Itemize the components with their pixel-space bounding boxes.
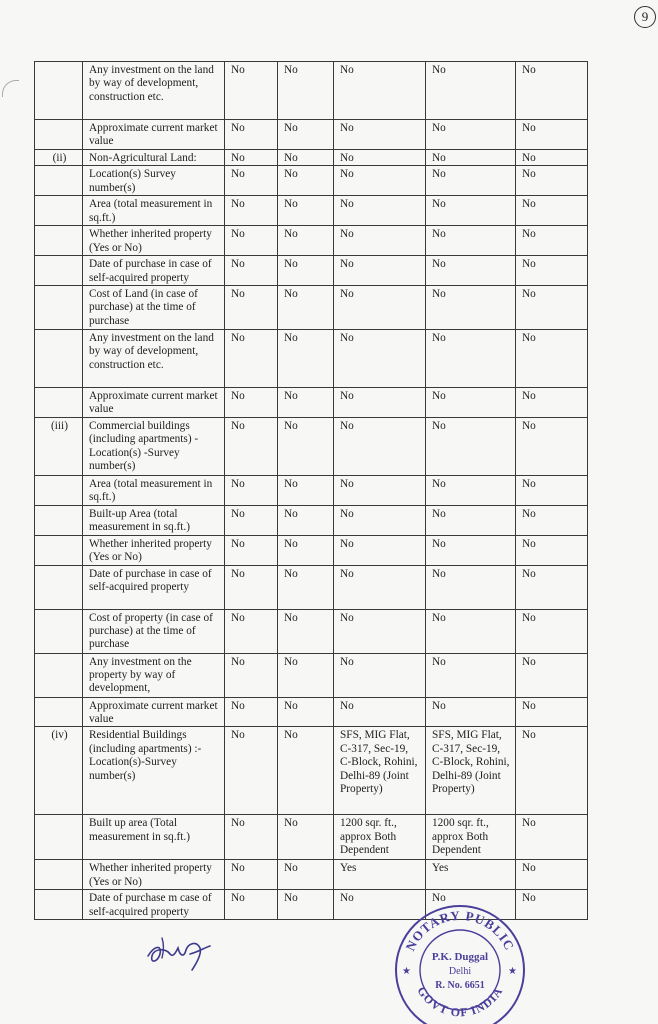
item-label: Any investment on the land by way of development, construction etc. [83,62,225,120]
value-cell: No [426,196,516,226]
value-cell: No [334,62,426,120]
item-number: (iii) [35,418,83,476]
item-number [35,860,83,890]
item-label: Whether inherited property (Yes or No) [83,860,225,890]
value-cell: No [225,286,278,330]
value-cell: No [278,120,334,150]
item-number [35,697,83,727]
table-row [35,727,588,815]
value-cell: No [426,226,516,256]
table-row [35,609,588,653]
value-cell: No [334,476,426,506]
value-cell: No [278,653,334,697]
value-cell: No [225,609,278,653]
table-row [35,418,588,476]
item-label: Whether inherited property (Yes or No) [83,226,225,256]
value-cell: No [426,653,516,697]
table-row [35,62,588,120]
value-cell: No [516,62,588,120]
value-cell: No [278,727,334,815]
table-row [35,150,588,166]
value-cell: No [516,815,588,860]
item-label: Non-Agricultural Land: [83,150,225,166]
value-cell: No [225,62,278,120]
value-cell: No [516,890,588,920]
value-cell: No [516,505,588,535]
value-cell: SFS, MIG Flat, C-317, Sec-19, C-Block, Rohini, Delhi-89 (Joint Property) [426,727,516,815]
value-cell: No [278,697,334,727]
value-cell: No [278,535,334,565]
value-cell: No [334,697,426,727]
table-row [35,196,588,226]
value-cell: No [516,330,588,388]
value-cell: No [426,890,516,920]
value-cell: No [516,388,588,418]
corner-fold-mark [2,80,19,97]
value-cell: No [426,505,516,535]
value-cell: No [426,150,516,166]
value-cell: No [426,418,516,476]
value-cell: No [278,166,334,196]
stamp-star-right: ★ [508,966,517,977]
value-cell: No [334,418,426,476]
value-cell: No [516,150,588,166]
value-cell: No [516,418,588,476]
value-cell: No [334,609,426,653]
item-label: Date of purchase m case of self-acquired property [83,890,225,920]
value-cell: 1200 sqr. ft., approx Both Dependent [426,815,516,860]
value-cell: SFS, MIG Flat, C-317, Sec-19, C-Block, Rohini, Delhi-89 (Joint Property) [334,727,426,815]
value-cell: No [334,150,426,166]
table-row [35,166,588,196]
value-cell: No [278,62,334,120]
value-cell: No [225,330,278,388]
table-row [35,256,588,286]
value-cell: No [225,565,278,609]
item-number [35,535,83,565]
value-cell: No [225,476,278,506]
table-row [35,565,588,609]
table-row [35,653,588,697]
value-cell: No [225,150,278,166]
value-cell: No [426,330,516,388]
item-label: Commercial buildings (including apartments) - Location(s) -Survey number(s) [83,418,225,476]
notary-stamp [388,900,528,1024]
value-cell: No [278,418,334,476]
value-cell: No [334,535,426,565]
asset-declaration-table [34,61,588,920]
value-cell: No [225,815,278,860]
item-number [35,890,83,920]
value-cell: No [516,535,588,565]
item-label: Date of purchase in case of self-acquired property [83,565,225,609]
value-cell: No [426,62,516,120]
item-label: Whether inherited property (Yes or No) [83,535,225,565]
item-label: Approximate current market value [83,388,225,418]
value-cell: No [516,256,588,286]
item-label: Date of purchase in case of self-acquired property [83,256,225,286]
value-cell: No [426,286,516,330]
item-label: Any investment on the property by way of development, [83,653,225,697]
value-cell: No [278,388,334,418]
item-number [35,330,83,388]
table-row [35,535,588,565]
value-cell: No [278,226,334,256]
item-label: Residential Buildings (including apartments) :- Location(s)-Survey number(s) [83,727,225,815]
item-label: Area (total measurement in sq.ft.) [83,196,225,226]
value-cell: No [225,697,278,727]
value-cell: No [225,418,278,476]
item-label: Approximate current market value [83,120,225,150]
item-number [35,286,83,330]
table-row [35,697,588,727]
value-cell: No [516,697,588,727]
value-cell: No [278,815,334,860]
value-cell: No [334,286,426,330]
value-cell: No [516,476,588,506]
table-row [35,505,588,535]
item-number [35,565,83,609]
value-cell: No [278,330,334,388]
value-cell: No [516,226,588,256]
value-cell: No [225,256,278,286]
item-label: Cost of property (in case of purchase) at the time of purchase [83,609,225,653]
value-cell: No [516,196,588,226]
value-cell: No [334,565,426,609]
item-number [35,120,83,150]
item-number [35,226,83,256]
value-cell: No [278,565,334,609]
table-row [35,815,588,860]
value-cell: No [334,226,426,256]
table-row [35,286,588,330]
value-cell: No [334,330,426,388]
item-label: Approximate current market value [83,697,225,727]
item-number [35,388,83,418]
value-cell: No [278,286,334,330]
item-number [35,166,83,196]
stamp-ring-bottom: GOVT OF INDIA [414,984,506,1020]
value-cell: No [278,150,334,166]
value-cell: No [516,166,588,196]
value-cell: No [225,166,278,196]
item-label: Built-up Area (total measurement in sq.ft.) [83,505,225,535]
table-row [35,226,588,256]
page-number-mark: 9 [634,6,656,28]
item-number: (ii) [35,150,83,166]
value-cell: No [334,388,426,418]
value-cell: No [516,565,588,609]
value-cell: 1200 sqr. ft., approx Both Dependent [334,815,426,860]
value-cell: No [516,120,588,150]
item-number [35,62,83,120]
value-cell: No [426,388,516,418]
value-cell: No [225,196,278,226]
value-cell: No [334,166,426,196]
stamp-star-left: ★ [402,966,411,977]
value-cell: No [426,120,516,150]
value-cell: No [426,166,516,196]
value-cell: No [334,256,426,286]
value-cell: No [278,609,334,653]
value-cell: No [225,653,278,697]
item-label: Any investment on the land by way of development, construction etc. [83,330,225,388]
value-cell: No [426,535,516,565]
item-number [35,815,83,860]
stamp-registration: R. No. 6651 [435,980,485,991]
item-number [35,196,83,226]
item-label: Cost of Land (in case of purchase) at the time of purchase [83,286,225,330]
table-row [35,330,588,388]
value-cell: No [334,505,426,535]
value-cell: No [278,196,334,226]
value-cell: No [516,653,588,697]
stamp-ring-top: NOTARY PUBLIC [402,907,518,954]
table-row [35,860,588,890]
value-cell: No [278,860,334,890]
value-cell: Yes [426,860,516,890]
value-cell: No [426,697,516,727]
value-cell: No [278,505,334,535]
value-cell: No [334,120,426,150]
table-row [35,476,588,506]
value-cell: No [225,505,278,535]
item-number [35,256,83,286]
item-number [35,609,83,653]
table-body [35,62,588,920]
item-label: Location(s) Survey number(s) [83,166,225,196]
item-number [35,476,83,506]
value-cell: No [516,860,588,890]
value-cell: No [334,653,426,697]
value-cell: No [278,256,334,286]
value-cell: No [516,286,588,330]
value-cell: No [225,535,278,565]
value-cell: No [225,120,278,150]
table-row [35,120,588,150]
value-cell: No [225,860,278,890]
value-cell: No [334,890,426,920]
value-cell: No [426,565,516,609]
value-cell: No [225,890,278,920]
value-cell: No [278,890,334,920]
item-number [35,653,83,697]
signature [140,918,220,978]
value-cell: No [334,196,426,226]
value-cell: No [426,256,516,286]
item-label: Area (total measurement in sq.ft.) [83,476,225,506]
value-cell: No [278,476,334,506]
value-cell: No [225,226,278,256]
item-number: (iv) [35,727,83,815]
table-row [35,388,588,418]
stamp-place: Delhi [448,966,472,977]
value-cell: No [225,727,278,815]
stamp-name: P.K. Duggal [431,951,489,963]
value-cell: Yes [334,860,426,890]
value-cell: No [225,388,278,418]
item-number [35,505,83,535]
item-label: Built up area (Total measurement in sq.ft.) [83,815,225,860]
value-cell: No [516,609,588,653]
value-cell: No [516,727,588,815]
value-cell: No [426,476,516,506]
value-cell: No [426,609,516,653]
